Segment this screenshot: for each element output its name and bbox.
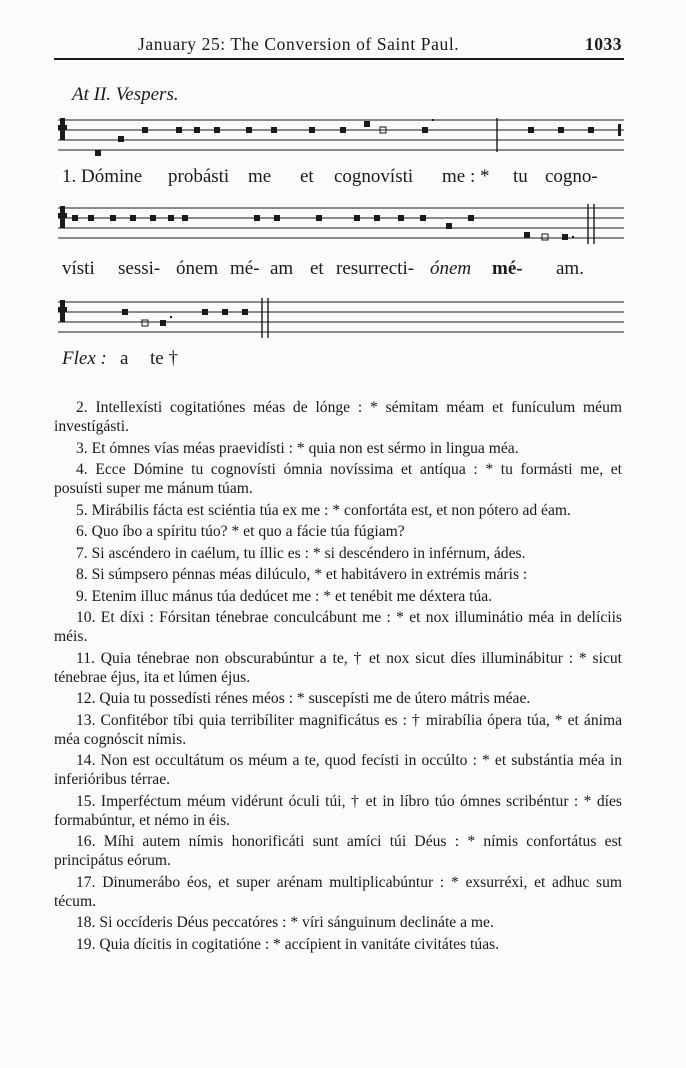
verse: 9. Etenim illuc mánus túa dedúcet me : * et tenébit me déxtera túa. [76,587,493,605]
verse: 18. Si occíderis Déus peccatóres : * víri sánguinum declináte a me. [76,914,494,931]
page-number: 1033 [585,34,622,54]
verse: 6. Quo íbo a spíritu túo? * et quo a fácie túa fúgiam? [76,523,405,540]
verse: 7. Si ascéndero in caélum, tu íllic es : * si descéndero in inférnum, ádes. [76,544,526,562]
verse: 2. Intellexísti cogitatiónes méas de lónge : * sémitam méam et funículum méum investígásti. [54,399,622,435]
verse: 19. Quia dícitis in cogitatióne : * accípient in vanitáte civitátes túas. [76,935,500,953]
syllable: am. [556,258,584,279]
running-title: January 25: The Conversion of Saint Paul. [138,34,460,54]
verse: 3. Et ómnes vías méas praevidísti : * quia non est sérmo in lingua méa. [76,439,519,457]
syllable: vísti [62,258,95,279]
verse: 11. Quia ténebrae non obscurabúntur a te, † et nox sicut díes illuminábitur : * sicut ténebrae éjus, ita et lúmen éjus. [54,649,622,686]
syllable: ónem [430,258,472,279]
verse: 8. Si súmpsero pénnas méas dilúculo, * et habitávero in extrémis máris : [76,566,528,583]
syllable: et [310,258,324,279]
syllable: me [248,166,272,187]
psalm-verses [54,398,622,956]
chant-lyrics-line-2 [58,258,624,284]
verse: 12. Quia tu possedísti rénes méos : * suscepísti me de útero mátris méae. [76,690,531,707]
verse: 14. Non est occultátum os méum a te, quod fecísti in occúlto : * et substántia méa in inferióribus térrae. [54,752,622,788]
syllable: mé- [492,258,523,279]
syllable: resurrecti- [336,258,415,279]
verse: 15. Imperféctum méum vidérunt óculi túi, † et in líbro túo ómnes scribéntur : * díes formabúntur, et némo in éis. [54,792,622,829]
flex-label: Flex : [62,348,107,369]
syllable: probásti [168,166,230,187]
syllable: tu [513,166,528,187]
syllable: cogno- [545,166,598,187]
clef-icon [58,118,67,140]
syllable: 1. Dómine [62,166,143,187]
verse: 17. Dinumerábo éos, et super arénam multiplicabúntur : * exsurréxi, et adhuc sum técum. [54,873,622,910]
page-header [54,30,624,60]
syllable: et [300,166,314,187]
chant-lyrics-line-1 [58,166,624,192]
syllable: am [270,258,294,279]
syllable: ónem [176,258,219,279]
verse: 13. Confitébor tíbi quia terribíliter magnificátus es : † mirabília ópera túa, * et ánima méa cognóscit nímis. [54,711,622,748]
chant-lyrics-line-3 [58,348,624,374]
clef-icon [58,300,67,322]
syllable: sessi- [118,258,161,279]
section-title: At II. Vespers. [72,84,179,105]
syllable: mé- [230,258,260,279]
syllable: cognovísti [334,166,414,187]
verse: 5. Mirábilis fácta est sciéntia túa ex me : * confortáta est, et non pótero ad éam. [76,501,571,519]
clef-icon [58,206,67,228]
verse: 10. Et díxi : Fórsitan ténebrae conculcábunt me : * et nox illuminátio méa in delíciis méis. [54,609,622,645]
syllable: a [120,348,129,369]
syllable: me : * [442,166,490,187]
verse: 16. Míhi autem nímis honorificáti sunt amíci túi Déus : * nímis confortátus est principátus eórum. [54,833,622,869]
chant-staff-1 [58,112,624,160]
verse: 4. Ecce Dómine tu cognovísti ómnia novíssima et antíqua : * tu formásti me, et posuísti super me mánum túam. [54,461,622,497]
chant-staff-2 [58,200,624,248]
syllable: te † [150,348,178,369]
chant-staff-3 [58,294,624,342]
